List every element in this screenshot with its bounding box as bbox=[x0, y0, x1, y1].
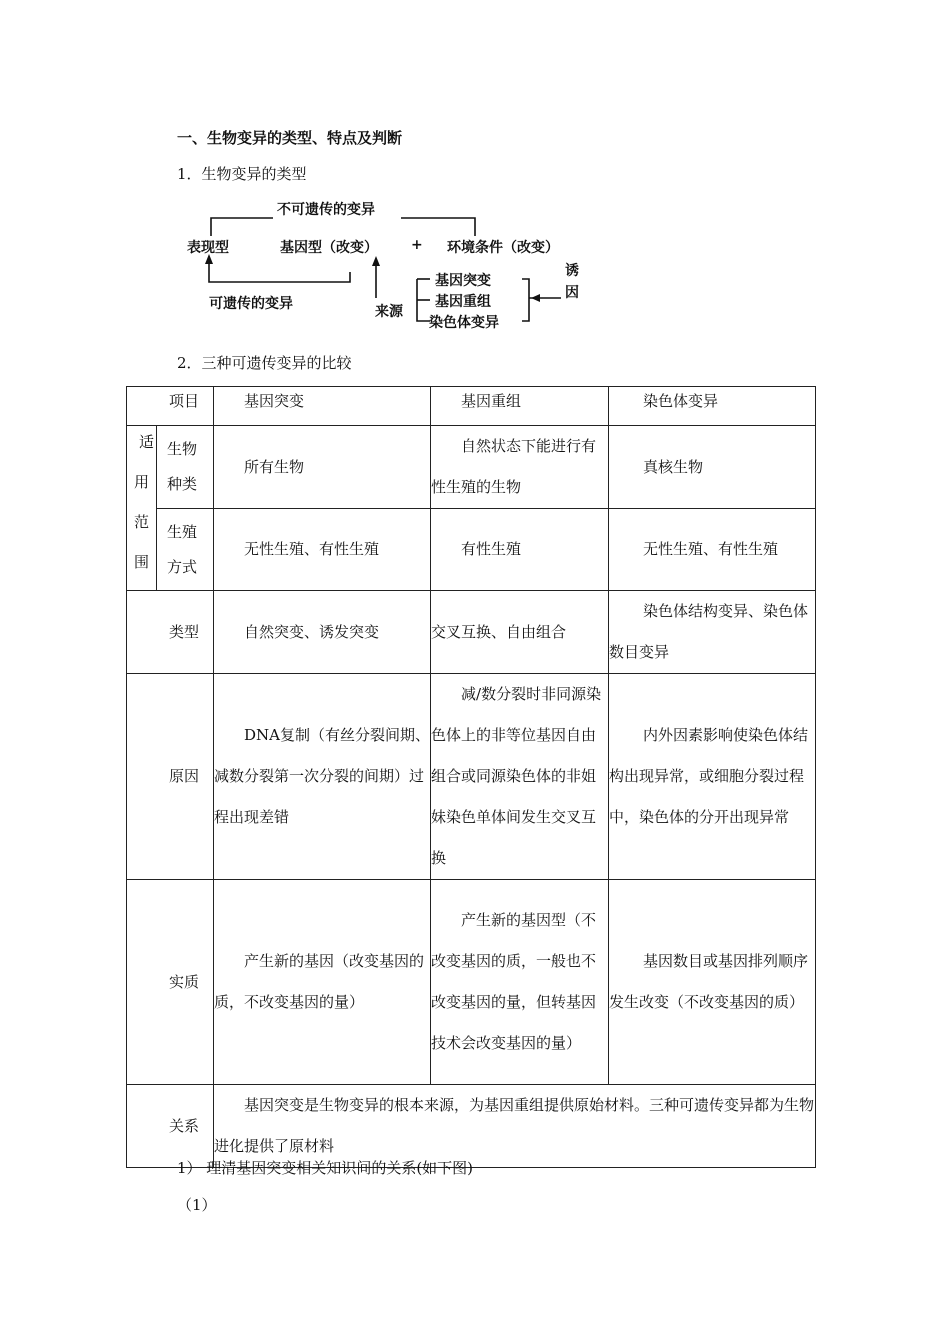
cell-recombination-reproduction: 有性生殖 bbox=[431, 509, 609, 591]
phenotype-label: 表现型 bbox=[187, 240, 229, 256]
header-item: 项目 bbox=[127, 387, 214, 426]
source-item-gene-mutation: 基因突变 bbox=[435, 273, 491, 289]
cell-relation: 基因突变是生物变异的根本来源，为基因重组提供原始材料。三种可遗传变异都为生物进化提供了原材料 bbox=[214, 1085, 816, 1168]
inducer-label: 诱因 bbox=[565, 263, 579, 301]
item-2-title: 2．三种可遗传变异的比较 bbox=[177, 354, 352, 372]
section-heading: 一、生物变异的类型、特点及判断 bbox=[177, 129, 403, 147]
note-1: 1） 理清基因突变相关知识间的关系(如下图) bbox=[177, 1159, 474, 1177]
cell-chromosome-type: 染色体结构变异、染色体数目变异 bbox=[609, 591, 816, 674]
variation-type-diagram bbox=[185, 196, 595, 342]
row-label-essence: 实质 bbox=[127, 880, 214, 1085]
plus-sign: + bbox=[411, 237, 423, 253]
cell-recombination-cause: 减/数分裂时非同源染色体上的非等位基因自由组合或同源染色体的非姐妹染色单体间发生交叉互换 bbox=[431, 674, 609, 880]
row-label-reproduction: 生殖方式 bbox=[157, 509, 214, 591]
table-row bbox=[127, 674, 816, 880]
table-row bbox=[127, 509, 816, 591]
cell-chromosome-reproduction: 无性生殖、有性生殖 bbox=[609, 509, 816, 591]
source-item-recombination: 基因重组 bbox=[435, 294, 491, 310]
heritable-label: 可遗传的变异 bbox=[209, 296, 293, 312]
cell-chromosome-organism: 真核生物 bbox=[609, 426, 816, 509]
table-row bbox=[127, 1085, 816, 1168]
cell-recombination-organism: 自然状态下能进行有性生殖的生物 bbox=[431, 426, 609, 509]
cell-mutation-essence: 产生新的基因（改变基因的质，不改变基因的量） bbox=[214, 880, 431, 1085]
header-mutation: 基因突变 bbox=[214, 387, 431, 426]
cell-mutation-cause: DNA复制（有丝分裂间期、减数分裂第一次分裂的间期）过程出现差错 bbox=[214, 674, 431, 880]
scope-label bbox=[127, 426, 157, 591]
table-row bbox=[127, 591, 816, 674]
cell-chromosome-cause: 内外因素影响使染色体结构出现异常，或细胞分裂过程中，染色体的分开出现异常 bbox=[609, 674, 816, 880]
row-label-organism: 生物种类 bbox=[157, 426, 214, 509]
cell-chromosome-essence: 基因数目或基因排列顺序发生改变（不改变基因的质） bbox=[609, 880, 816, 1085]
row-label-relation: 关系 bbox=[127, 1085, 214, 1168]
scope-char: 用 bbox=[133, 473, 149, 491]
cell-recombination-type: 交叉互换、自由组合 bbox=[431, 591, 609, 674]
header-chromosome: 染色体变异 bbox=[609, 387, 816, 426]
non-heritable-label: 不可遗传的变异 bbox=[277, 202, 375, 218]
source-label: 来源 bbox=[375, 304, 403, 320]
scope-char: 适 bbox=[138, 433, 154, 451]
row-label-cause: 原因 bbox=[127, 674, 214, 880]
scope-char: 围 bbox=[133, 553, 149, 571]
header-recombination: 基因重组 bbox=[431, 387, 609, 426]
source-item-chromosome: 染色体变异 bbox=[429, 315, 499, 331]
genotype-label: 基因型（改变） bbox=[280, 240, 378, 256]
cell-mutation-type: 自然突变、诱发突变 bbox=[214, 591, 431, 674]
cell-mutation-reproduction: 无性生殖、有性生殖 bbox=[214, 509, 431, 591]
scope-char: 范 bbox=[133, 513, 149, 531]
row-label-type: 类型 bbox=[127, 591, 214, 674]
table-row bbox=[127, 426, 816, 509]
item-1-title: 1．生物变异的类型 bbox=[177, 165, 307, 183]
comparison-table bbox=[126, 386, 816, 1168]
table-header-row bbox=[127, 387, 816, 426]
environment-label: 环境条件（改变） bbox=[447, 240, 559, 256]
table-row bbox=[127, 880, 816, 1085]
cell-mutation-organism: 所有生物 bbox=[214, 426, 431, 509]
cell-recombination-essence: 产生新的基因型（不改变基因的质，一般也不改变基因的量，但转基因技术会改变基因的量） bbox=[431, 880, 609, 1085]
note-2: （1） bbox=[177, 1196, 217, 1214]
